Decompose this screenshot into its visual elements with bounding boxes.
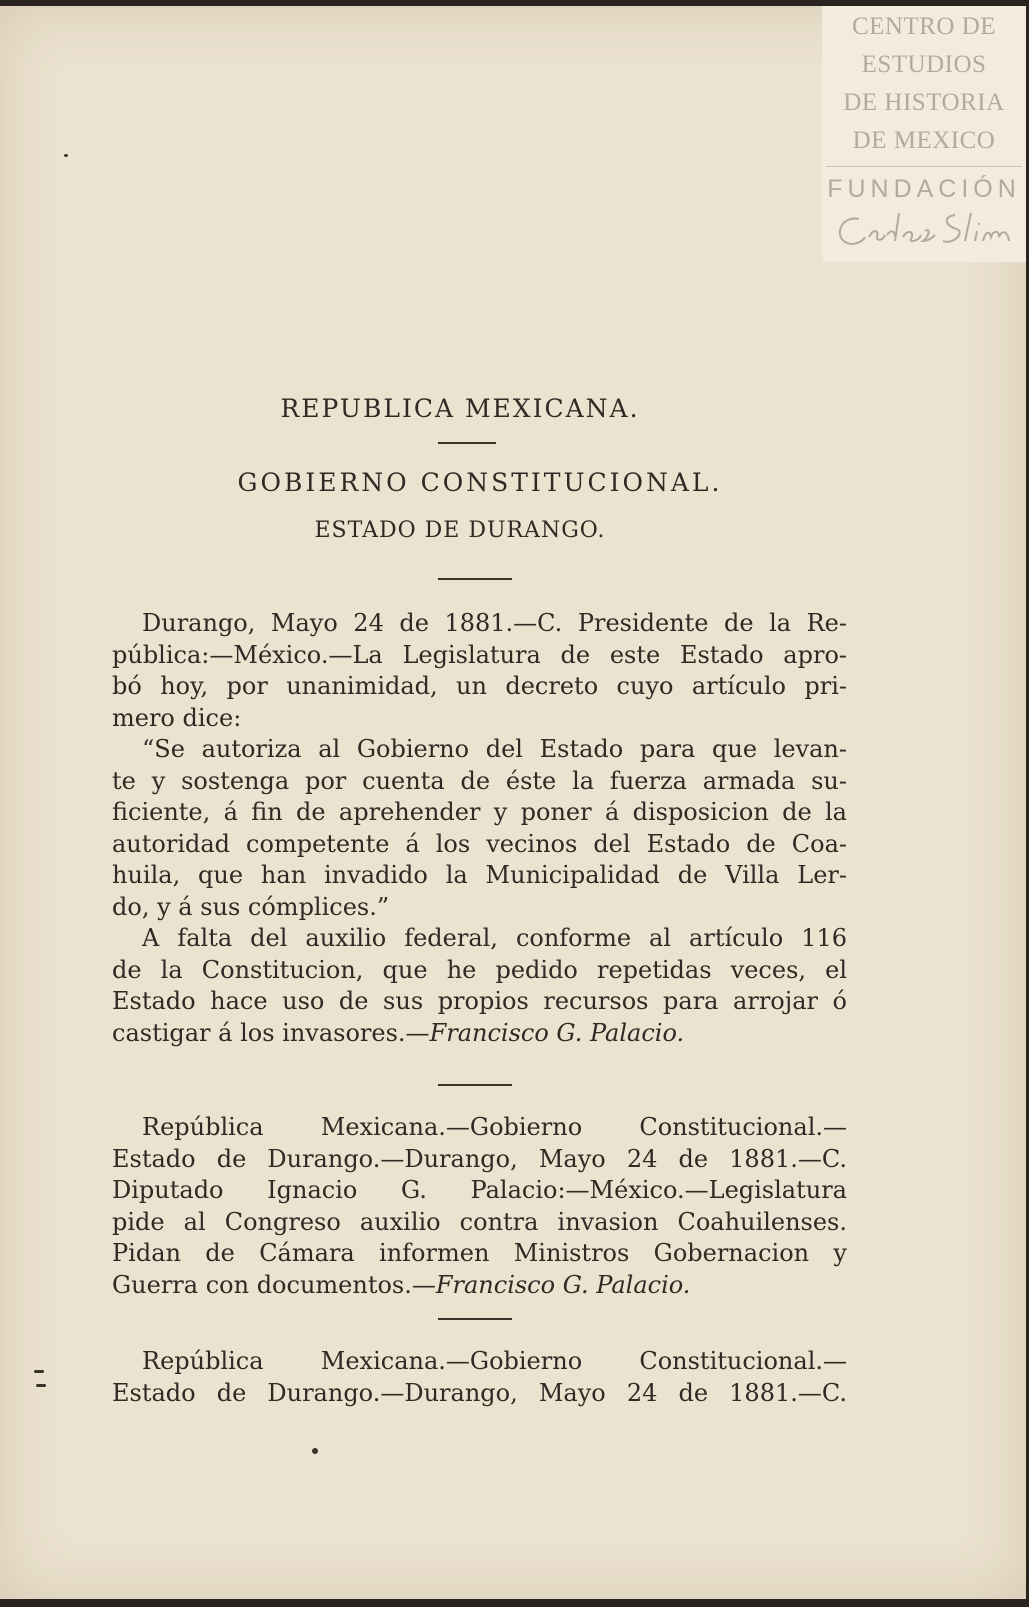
text-line: Diputado Ignacio G. Palacio:—México.—Legislatura bbox=[112, 1176, 847, 1204]
text-line: te y sostenga por cuenta de éste la fuerza armada su- bbox=[112, 766, 847, 795]
text-line: Estado de Durango.—Durango, Mayo 24 de 1881.—C. bbox=[112, 1144, 847, 1173]
text-line: Estado hace uso de sus propios recursos para arrojar ó bbox=[112, 987, 847, 1015]
signature-text: Francisco G. Palacio. bbox=[435, 1270, 691, 1299]
text-line: Durango, Mayo 24 de 1881.—C. Presidente de la Re- bbox=[142, 609, 847, 637]
ink-speck bbox=[64, 154, 68, 157]
divider bbox=[438, 442, 496, 444]
closing-text: castigar á los invasores.— bbox=[112, 1018, 430, 1047]
telegram-2 bbox=[112, 1112, 847, 1301]
document-page bbox=[0, 6, 1026, 1599]
text-line: A falta del auxilio federal, conforme al artículo 116 bbox=[142, 924, 847, 952]
text-line: República Mexicana.—Gobierno Constitucional.— bbox=[142, 1113, 847, 1141]
watermark-foundation: FUNDACIÓN bbox=[827, 175, 1021, 203]
text-line: bó hoy, por unanimidad, un decreto cuyo artículo pri- bbox=[112, 672, 847, 700]
signature-text: Francisco G. Palacio. bbox=[429, 1018, 685, 1047]
archive-watermark bbox=[822, 6, 1026, 262]
closing-line bbox=[112, 1270, 847, 1302]
heading-republic: REPUBLICA MEXICANA. bbox=[280, 394, 640, 423]
heading-state: ESTADO DE DURANGO. bbox=[314, 518, 606, 543]
divider bbox=[438, 578, 512, 580]
text-line: do, y á sus cómplices.” bbox=[112, 892, 390, 921]
text-line: mero dice: bbox=[112, 703, 242, 732]
text-line: huila, que han invadido la Municipalidad de Villa Ler- bbox=[112, 861, 847, 889]
telegram-1 bbox=[112, 608, 847, 1049]
text-line: “Se autoriza al Gobierno del Estado para que levan- bbox=[142, 735, 847, 763]
text-line: República Mexicana.—Gobierno Constitucional.— bbox=[142, 1347, 847, 1375]
divider bbox=[438, 1318, 512, 1320]
watermark-line: DE HISTORIA bbox=[843, 89, 1005, 116]
telegram-3 bbox=[112, 1346, 847, 1409]
watermark-line: ESTUDIOS bbox=[861, 51, 987, 78]
divider bbox=[438, 1084, 512, 1086]
watermark-divider bbox=[826, 166, 1022, 167]
heading-government: GOBIERNO CONSTITUCIONAL. bbox=[237, 468, 723, 497]
watermark-line: DE MEXICO bbox=[852, 127, 996, 154]
text-line: de la Constitucion, que he pedido repetidas veces, el bbox=[112, 955, 847, 984]
text-line: pública:—México.—La Legislatura de este Estado apro- bbox=[112, 640, 847, 669]
closing-line bbox=[112, 1018, 847, 1050]
text-line: ficiente, á fin de aprehender y poner á disposicion de la bbox=[112, 798, 847, 826]
ink-speck bbox=[312, 1448, 318, 1454]
signature-logo-icon bbox=[829, 207, 1019, 251]
text-line: autoridad competente á los vecinos del Estado de Coa- bbox=[112, 829, 847, 858]
signature-logo bbox=[822, 207, 1026, 251]
watermark-line: CENTRO DE bbox=[851, 13, 997, 40]
ink-speck bbox=[34, 1370, 44, 1373]
closing-text: Guerra con documentos.— bbox=[112, 1270, 436, 1299]
text-line: Estado de Durango.—Durango, Mayo 24 de 1881.—C. bbox=[112, 1378, 847, 1407]
text-line: Pidan de Cámara informen Ministros Gobernacion y bbox=[112, 1239, 847, 1267]
text-line: pide al Congreso auxilio contra invasion Coahuilenses. bbox=[112, 1207, 847, 1236]
ink-speck bbox=[36, 1384, 46, 1387]
